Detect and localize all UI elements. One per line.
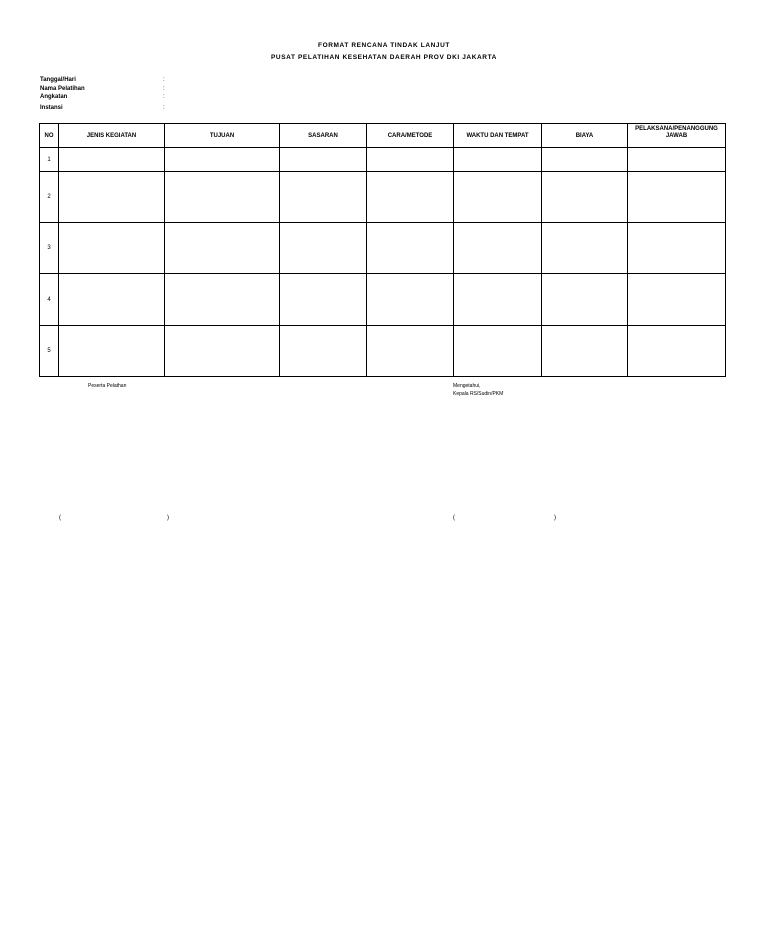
cell-biaya[interactable]	[542, 223, 628, 274]
cell-cara-metode[interactable]	[367, 172, 454, 223]
cell-jenis-kegiatan[interactable]	[59, 172, 165, 223]
cell-pelaksana[interactable]	[628, 172, 726, 223]
column-header-tujuan: TUJUAN	[165, 124, 280, 148]
approver-name-open-paren: (	[453, 515, 455, 521]
approver-name-close-paren: )	[554, 515, 556, 521]
cell-jenis-kegiatan[interactable]	[59, 223, 165, 274]
field-label-nama-pelatihan: Nama Pelatihan	[40, 86, 85, 92]
field-label-tanggal: Tanggal/Hari	[40, 77, 76, 83]
field-colon-nama-pelatihan: :	[163, 86, 165, 92]
cell-jenis-kegiatan[interactable]	[59, 274, 165, 326]
cell-waktu-dan-tempat[interactable]	[454, 172, 542, 223]
cell-sasaran[interactable]	[280, 223, 367, 274]
column-header-no: NO	[40, 124, 59, 148]
cell-sasaran[interactable]	[280, 148, 367, 172]
cell-biaya[interactable]	[542, 148, 628, 172]
participant-name-open-paren: (	[59, 515, 61, 521]
column-header-cara-metode: CARA/METODE	[367, 124, 454, 148]
cell-biaya[interactable]	[542, 274, 628, 326]
table-row	[40, 148, 726, 172]
table-row	[40, 326, 726, 377]
participant-name-close-paren: )	[167, 515, 169, 521]
cell-pelaksana[interactable]	[628, 148, 726, 172]
cell-sasaran[interactable]	[280, 274, 367, 326]
cell-biaya[interactable]	[542, 326, 628, 377]
cell-waktu-dan-tempat[interactable]	[454, 274, 542, 326]
cell-cara-metode[interactable]	[367, 223, 454, 274]
table-row	[40, 172, 726, 223]
column-header-pelaksana: PELAKSANA/PENANGGUNG JAWAB	[628, 124, 726, 148]
plan-table	[39, 123, 726, 377]
document-subtitle: PUSAT PELATIHAN KESEHATAN DAERAH PROV DKI JAKARTA	[271, 54, 497, 61]
approval-position-label: Kepala RS/Sudin/PKM	[453, 391, 504, 397]
table-row	[40, 223, 726, 274]
cell-cara-metode[interactable]	[367, 326, 454, 377]
column-header-jenis-kegiatan: JENIS KEGIATAN	[59, 124, 165, 148]
cell-tujuan[interactable]	[165, 274, 280, 326]
field-label-angkatan: Angkatan	[40, 94, 68, 100]
cell-tujuan[interactable]	[165, 223, 280, 274]
cell-waktu-dan-tempat[interactable]	[454, 326, 542, 377]
table-header-row	[40, 124, 726, 148]
cell-pelaksana[interactable]	[628, 223, 726, 274]
cell-jenis-kegiatan[interactable]	[59, 326, 165, 377]
field-colon-instansi: :	[163, 105, 165, 111]
approval-label: Mengetahui,	[453, 383, 481, 389]
row-number: 4	[40, 274, 59, 326]
cell-pelaksana[interactable]	[628, 274, 726, 326]
cell-biaya[interactable]	[542, 172, 628, 223]
field-colon-tanggal: :	[163, 77, 165, 83]
cell-cara-metode[interactable]	[367, 274, 454, 326]
field-colon-angkatan: :	[163, 94, 165, 100]
cell-cara-metode[interactable]	[367, 148, 454, 172]
cell-jenis-kegiatan[interactable]	[59, 148, 165, 172]
row-number: 1	[40, 148, 59, 172]
cell-pelaksana[interactable]	[628, 326, 726, 377]
row-number: 5	[40, 326, 59, 377]
field-label-instansi: Instansi	[40, 105, 63, 111]
cell-tujuan[interactable]	[165, 326, 280, 377]
column-header-waktu-dan-tempat: WAKTU DAN TEMPAT	[454, 124, 542, 148]
cell-tujuan[interactable]	[165, 172, 280, 223]
cell-sasaran[interactable]	[280, 172, 367, 223]
row-number: 3	[40, 223, 59, 274]
row-number: 2	[40, 172, 59, 223]
cell-waktu-dan-tempat[interactable]	[454, 148, 542, 172]
participant-signature-label: Peserta Pelathan	[88, 383, 127, 389]
column-header-sasaran: SASARAN	[280, 124, 367, 148]
cell-sasaran[interactable]	[280, 326, 367, 377]
cell-tujuan[interactable]	[165, 148, 280, 172]
document-title: FORMAT RENCANA TINDAK LANJUT	[318, 42, 450, 49]
column-header-biaya: BIAYA	[542, 124, 628, 148]
cell-waktu-dan-tempat[interactable]	[454, 223, 542, 274]
table-row	[40, 274, 726, 326]
